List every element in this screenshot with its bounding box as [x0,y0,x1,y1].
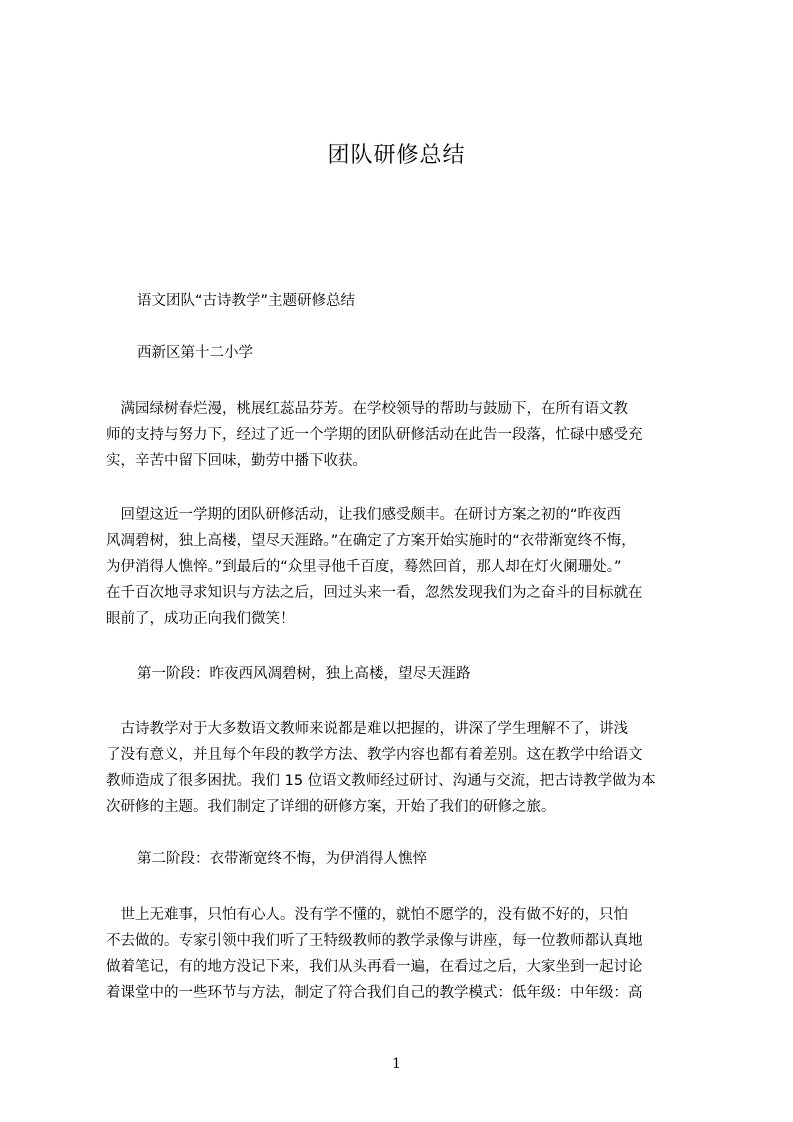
paragraph-stage2 [106,902,698,1006]
paragraph-review [106,502,698,632]
paragraph-line: 实，辛苦中留下回味，勤劳中播下收获。 [106,453,367,469]
paragraph-line: 风凋碧树，独上高楼，望尽天涯路。”在确定了方案开始实施时的“衣带渐宽终不悔， [106,533,636,549]
paragraph-line: 世上无难事，只怕有心人。没有学不懂的，就怕不愿学的，没有做不好的，只怕 [106,907,628,923]
paragraph-line: 着课堂中的一些环节与方法，制定了符合我们自己的教学模式：低年级：中年级：高 [106,985,643,1001]
paragraph-line: 回望这近一学期的团队研修活动，让我们感受颇丰。在研讨方案之初的“昨夜西 [106,507,622,523]
paragraph-line: 了没有意义，并且每个年段的教学方法、教学内容也都有着差别。这在教学中给语文 [106,747,643,763]
paragraph-line: 满园绿树春烂漫，桃展红蕊品芬芳。在学校领导的帮助与鼓励下，在所有语文教 [106,401,628,417]
paragraph-line: 眼前了，成功正向我们微笑！ [106,611,295,627]
paragraph-line: 在千百次地寻求知识与方法之后，回过头来一看，忽然发现我们为之奋斗的目标就在 [106,585,643,601]
paragraph-line: 教师造成了很多困扰。我们 15 位语文教师经过研讨、沟通与交流，把古诗教学做为本 [106,773,656,789]
paragraph-intro [106,396,698,474]
paragraph-line: 不去做的。专家引领中我们听了王特级教师的教学录像与讲座，每一位教师都认真地 [106,933,643,949]
paragraph-stage1 [106,716,698,820]
subtitle: 语文团队“古诗教学”主题研修总结 [137,293,356,309]
paragraph-line: 做着笔记，有的地方没记下来，我们从头再看一遍，在看过之后，大家坐到一起讨论 [106,959,643,975]
stage2-heading: 第二阶段：衣带渐宽终不悔，为伊消得人憔悴 [137,851,427,867]
school-name: 西新区第十二小学 [137,345,253,361]
paragraph-line: 为伊消得人憔悴。”到最后的“众里寻他千百度，蓦然回首，那人却在灯火阑珊处。” [106,559,622,575]
document-title: 团队研修总结 [327,143,466,168]
paragraph-line: 古诗教学对于大多数语文教师来说都是难以把握的，讲深了学生理解不了，讲浅 [106,721,628,737]
paragraph-line: 次研修的主题。我们制定了详细的研修方案，开始了我们的研修之旅。 [106,799,556,815]
stage1-heading: 第一阶段：昨夜西风凋碧树，独上高楼，望尽天涯路 [137,666,471,682]
paragraph-line: 师的支持与努力下，经过了近一个学期的团队研修活动在此告一段落，忙碌中感受充 [106,427,643,443]
page-number: 1 [392,1056,401,1072]
